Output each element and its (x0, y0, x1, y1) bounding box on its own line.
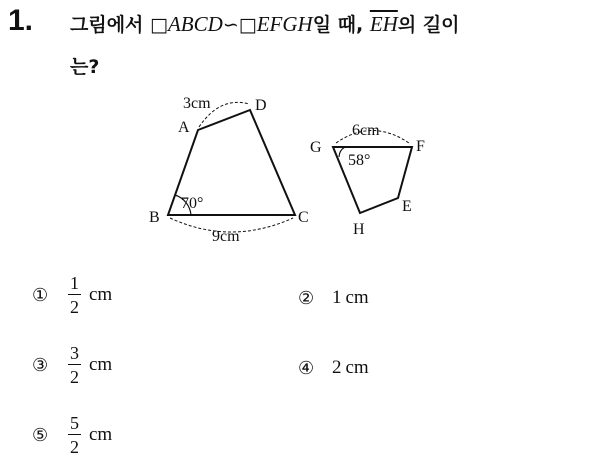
quad-abcd-label: ABCD (167, 12, 223, 36)
label-side-bc: 9cm (212, 228, 240, 245)
label-vertex-b: B (149, 209, 160, 226)
fraction (68, 274, 81, 316)
quadrilateral-efgh (333, 147, 412, 213)
label-vertex-e: E (402, 198, 412, 215)
segment-eh-label: $\overline{EH}$ (369, 12, 398, 36)
denominator: 2 (70, 297, 79, 317)
choice-4[interactable] (298, 357, 369, 379)
label-angle-b: 70° (181, 195, 204, 212)
question-text: 의 길이 (397, 14, 460, 36)
fraction (68, 414, 81, 456)
label-vertex-h: H (353, 221, 365, 238)
denominator: 2 (70, 367, 79, 387)
similar-symbol: ∽ (222, 14, 239, 36)
choice-marker: ⑤ (32, 424, 49, 446)
choice-value: 2 (332, 357, 342, 378)
label-vertex-g: G (310, 139, 322, 156)
unit: cm (89, 284, 113, 305)
label-vertex-a: A (178, 119, 190, 136)
unit: cm (345, 357, 369, 378)
choice-2[interactable] (298, 287, 369, 309)
unit: cm (89, 424, 113, 445)
label-vertex-d: D (255, 97, 267, 114)
choice-3[interactable] (32, 344, 112, 386)
choice-marker: ④ (298, 357, 315, 379)
question-text: 일 때, (312, 14, 370, 36)
question-text: 그림에서 (70, 14, 151, 36)
square-symbol: □ (150, 14, 168, 36)
question-line-2: 는? (70, 56, 100, 78)
label-angle-g: 58° (348, 152, 371, 169)
choice-value: 1 (332, 287, 342, 308)
label-vertex-f: F (416, 138, 425, 155)
unit: cm (89, 354, 113, 375)
denominator: 2 (70, 437, 79, 457)
label-vertex-c: C (298, 209, 309, 226)
question-number: 1. (8, 4, 34, 37)
label-side-ad: 3cm (183, 95, 211, 112)
choice-marker: ① (32, 284, 49, 306)
numerator: 3 (70, 343, 79, 363)
square-symbol: □ (238, 14, 257, 36)
choice-marker: ③ (32, 354, 49, 376)
angle-arc-g (339, 147, 345, 157)
numerator: 1 (70, 273, 79, 293)
quad-efgh-label: EFGH (256, 12, 313, 36)
choice-5[interactable] (32, 414, 112, 456)
numerator: 5 (70, 413, 79, 433)
unit: cm (345, 287, 369, 308)
choice-marker: ② (298, 287, 315, 309)
choice-1[interactable] (32, 274, 112, 316)
fraction (68, 344, 81, 386)
label-side-gf: 6cm (352, 122, 380, 139)
